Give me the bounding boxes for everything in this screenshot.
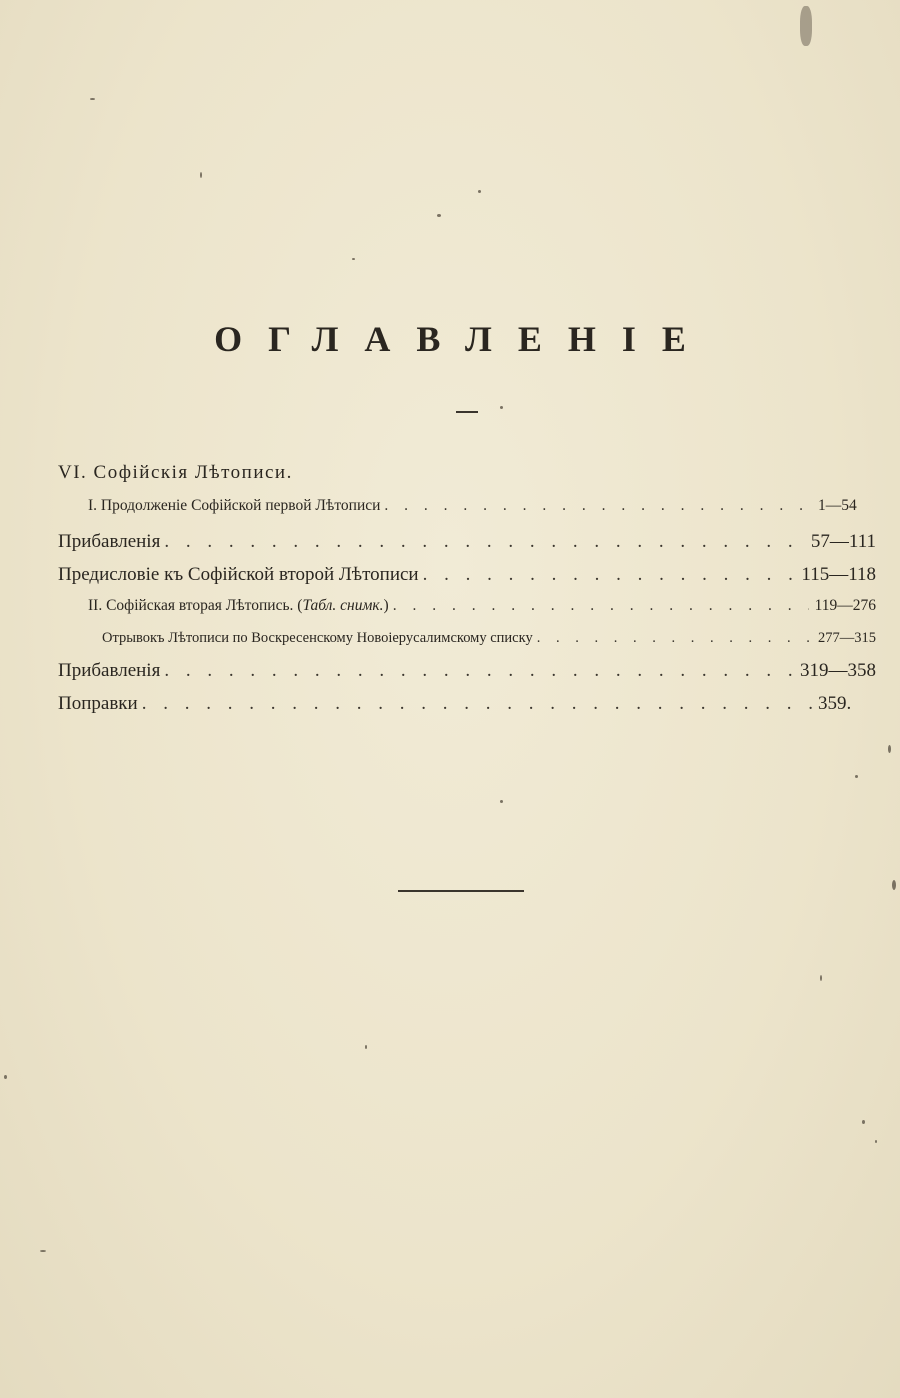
paper-speck xyxy=(888,745,891,753)
paper-speck xyxy=(862,1120,865,1124)
toc-entry-label-end: ) xyxy=(383,597,389,614)
toc-entry-pages: 277—315 xyxy=(818,630,876,646)
toc-entry-label-main: II. Софійская вторая Лѣтопись. ( xyxy=(88,597,303,614)
paper-speck xyxy=(365,1045,367,1049)
toc-entry xyxy=(58,660,876,682)
toc-dot-leader xyxy=(393,597,809,615)
paper-speck xyxy=(500,406,503,409)
toc-entry-label: I. Продолженіе Софійской первой Лѣтописи xyxy=(88,497,381,514)
toc-entry xyxy=(58,531,876,553)
toc-entry-label: Поправки xyxy=(58,693,138,714)
toc-entry xyxy=(58,630,876,647)
toc-entry-pages: 115—118 xyxy=(801,564,876,585)
paper-speck xyxy=(500,800,503,803)
paper-speck xyxy=(40,1250,46,1252)
paper-speck xyxy=(200,172,202,178)
toc-entry xyxy=(58,497,876,515)
toc-entry xyxy=(58,564,876,586)
paper-speck xyxy=(90,98,95,100)
section-heading: VI. Софійскія Лѣтописи. xyxy=(58,462,293,483)
toc-entry-pages: 1—54 xyxy=(818,497,857,514)
toc-entry-label: Отрывокъ Лѣтописи по Воскресенскому Новоіерусалимскому списку xyxy=(102,630,533,646)
toc-entry-label xyxy=(88,597,389,615)
toc-entry-label: Прибавленія xyxy=(58,531,161,552)
paper-speck xyxy=(437,214,441,217)
toc-dot-leader xyxy=(537,630,812,647)
toc-entry-pages: 57—111 xyxy=(810,531,876,552)
toc-dot-leader xyxy=(423,564,796,586)
toc-dot-leader xyxy=(164,531,805,553)
paper-speck xyxy=(855,775,858,778)
paper-speck xyxy=(892,880,896,890)
toc-entry xyxy=(58,693,876,715)
paper-speck xyxy=(875,1140,877,1143)
toc-entry-pages: 359. xyxy=(818,693,852,714)
paper-speck xyxy=(478,190,481,193)
toc-dot-leader xyxy=(164,660,794,682)
toc-entry xyxy=(58,597,876,615)
toc-dot-leader xyxy=(142,693,812,715)
title-dash-divider xyxy=(456,411,478,413)
closing-rule-divider xyxy=(398,890,524,892)
paper-speck xyxy=(820,975,822,981)
paper-speck xyxy=(352,258,355,260)
toc-entry-label: Предисловіе къ Софійской второй Лѣтописи xyxy=(58,564,419,585)
paper-blemish xyxy=(800,6,812,46)
toc-entry-pages: 319—358 xyxy=(800,660,876,681)
page-title: ОГЛАВЛЕНІЕ xyxy=(214,319,712,359)
toc-entry-label-italic: Табл. снимк. xyxy=(302,597,384,614)
toc-dot-leader xyxy=(384,497,812,515)
paper-speck xyxy=(4,1075,7,1079)
toc-entry-label: Прибавленія xyxy=(58,660,161,681)
toc-entry-pages: 119—276 xyxy=(814,597,876,614)
